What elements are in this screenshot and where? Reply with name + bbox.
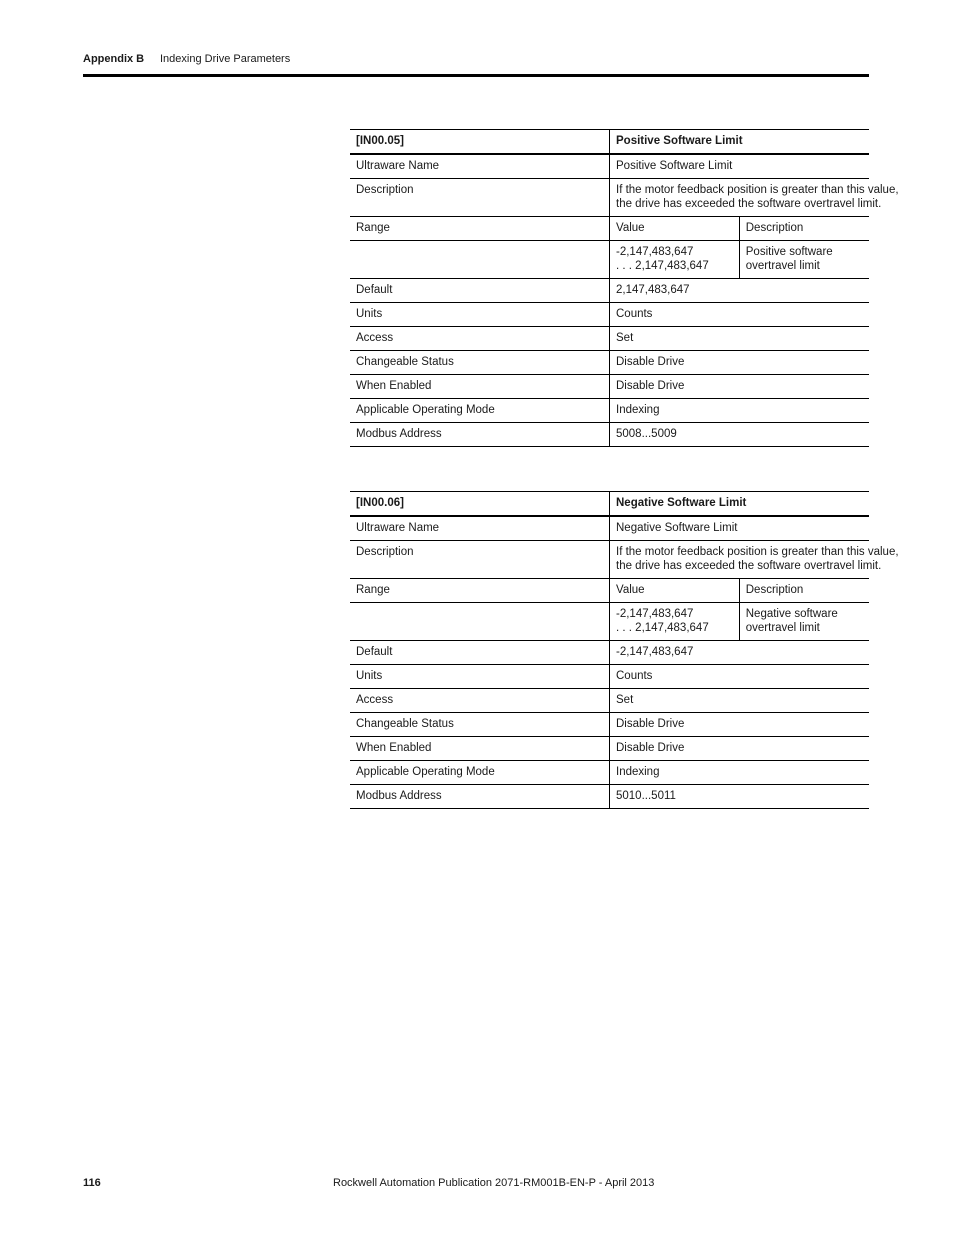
row-value: 2,147,483,647 xyxy=(610,279,870,303)
table-row xyxy=(350,713,869,737)
parameter-name: Positive Software Limit xyxy=(610,130,870,155)
row-value: Disable Drive xyxy=(610,713,870,737)
table-row xyxy=(350,327,869,351)
range-description-header: Description xyxy=(739,579,869,603)
page-header xyxy=(83,53,869,75)
table-row xyxy=(350,516,869,541)
table-row xyxy=(350,665,869,689)
range-min: -2,147,483,647 xyxy=(616,246,694,258)
row-value: Disable Drive xyxy=(610,351,870,375)
table-row xyxy=(350,737,869,761)
range-description-line: overtravel limit xyxy=(745,260,820,272)
table-row xyxy=(350,351,869,375)
row-label: Ultraware Name xyxy=(350,516,610,541)
row-label: Modbus Address xyxy=(350,785,610,809)
row-label: Modbus Address xyxy=(350,423,610,447)
table-row xyxy=(350,279,869,303)
parameter-table-in00-06 xyxy=(350,491,899,809)
row-label: Range xyxy=(350,217,610,241)
header-rule xyxy=(83,74,869,77)
table-row xyxy=(350,217,869,241)
row-label: Changeable Status xyxy=(350,351,610,375)
row-value: Set xyxy=(610,689,870,713)
range-min: -2,147,483,647 xyxy=(616,608,694,620)
row-label: Default xyxy=(350,279,610,303)
row-label: Access xyxy=(350,689,610,713)
range-max: . . . 2,147,483,647 xyxy=(616,260,709,272)
row-label-empty xyxy=(350,241,610,279)
row-value xyxy=(610,541,899,579)
row-value: Counts xyxy=(610,303,870,327)
range-description xyxy=(739,603,869,641)
header-title: Indexing Drive Parameters xyxy=(160,53,291,65)
row-label: Changeable Status xyxy=(350,713,610,737)
row-value: Counts xyxy=(610,665,870,689)
table-row xyxy=(350,375,869,399)
range-description-line: Negative software xyxy=(745,608,838,620)
row-value: Indexing xyxy=(610,399,870,423)
table-row xyxy=(350,399,869,423)
row-label: Units xyxy=(350,665,610,689)
range-description-header: Description xyxy=(739,217,869,241)
table-row xyxy=(350,761,869,785)
row-label: Applicable Operating Mode xyxy=(350,399,610,423)
range-value xyxy=(610,603,740,641)
table-row xyxy=(350,579,869,603)
row-label: Applicable Operating Mode xyxy=(350,761,610,785)
table-row xyxy=(350,689,869,713)
row-label: Default xyxy=(350,641,610,665)
range-description-line: Positive software xyxy=(745,246,833,258)
row-value: 5010...5011 xyxy=(610,785,870,809)
row-value: -2,147,483,647 xyxy=(610,641,870,665)
table-row xyxy=(350,603,869,641)
parameter-id: [IN00.05] xyxy=(350,130,610,155)
row-value: 5008...5009 xyxy=(610,423,870,447)
row-label: Ultraware Name xyxy=(350,154,610,179)
range-description xyxy=(739,241,869,279)
table-row xyxy=(350,541,869,579)
table-row xyxy=(350,154,869,179)
appendix-label: Appendix B xyxy=(83,53,145,65)
row-label: Range xyxy=(350,579,610,603)
row-value: Disable Drive xyxy=(610,737,870,761)
description-line: the drive has exceeded the software overtravel limit. xyxy=(616,560,882,572)
row-label: Access xyxy=(350,327,610,351)
table-row xyxy=(350,241,869,279)
range-description-line: overtravel limit xyxy=(745,622,820,634)
row-label: When Enabled xyxy=(350,375,610,399)
row-label-empty xyxy=(350,603,610,641)
row-value xyxy=(610,179,899,217)
row-label: Description xyxy=(350,541,610,579)
row-label: Description xyxy=(350,179,610,217)
table-row xyxy=(350,303,869,327)
description-line: If the motor feedback position is greater than this value, xyxy=(616,184,899,196)
table-row xyxy=(350,785,869,809)
parameter-name: Negative Software Limit xyxy=(610,492,870,517)
row-value: Disable Drive xyxy=(610,375,870,399)
range-value-header: Value xyxy=(610,579,740,603)
row-value: Indexing xyxy=(610,761,870,785)
parameter-table-in00-05 xyxy=(350,129,899,447)
row-value: Positive Software Limit xyxy=(610,154,870,179)
range-max: . . . 2,147,483,647 xyxy=(616,622,709,634)
description-line: the drive has exceeded the software overtravel limit. xyxy=(616,198,882,210)
row-value: Set xyxy=(610,327,870,351)
parameter-id: [IN00.06] xyxy=(350,492,610,517)
table-row xyxy=(350,179,869,217)
page-number: 116 xyxy=(83,1177,101,1189)
row-value: Negative Software Limit xyxy=(610,516,870,541)
row-label: Units xyxy=(350,303,610,327)
row-label: When Enabled xyxy=(350,737,610,761)
table-row xyxy=(350,423,869,447)
range-value xyxy=(610,241,740,279)
publication-info: Rockwell Automation Publication 2071-RM001B-EN-P - April 2013 xyxy=(333,1177,655,1189)
description-line: If the motor feedback position is greater than this value, xyxy=(616,546,899,558)
range-value-header: Value xyxy=(610,217,740,241)
table-row xyxy=(350,641,869,665)
